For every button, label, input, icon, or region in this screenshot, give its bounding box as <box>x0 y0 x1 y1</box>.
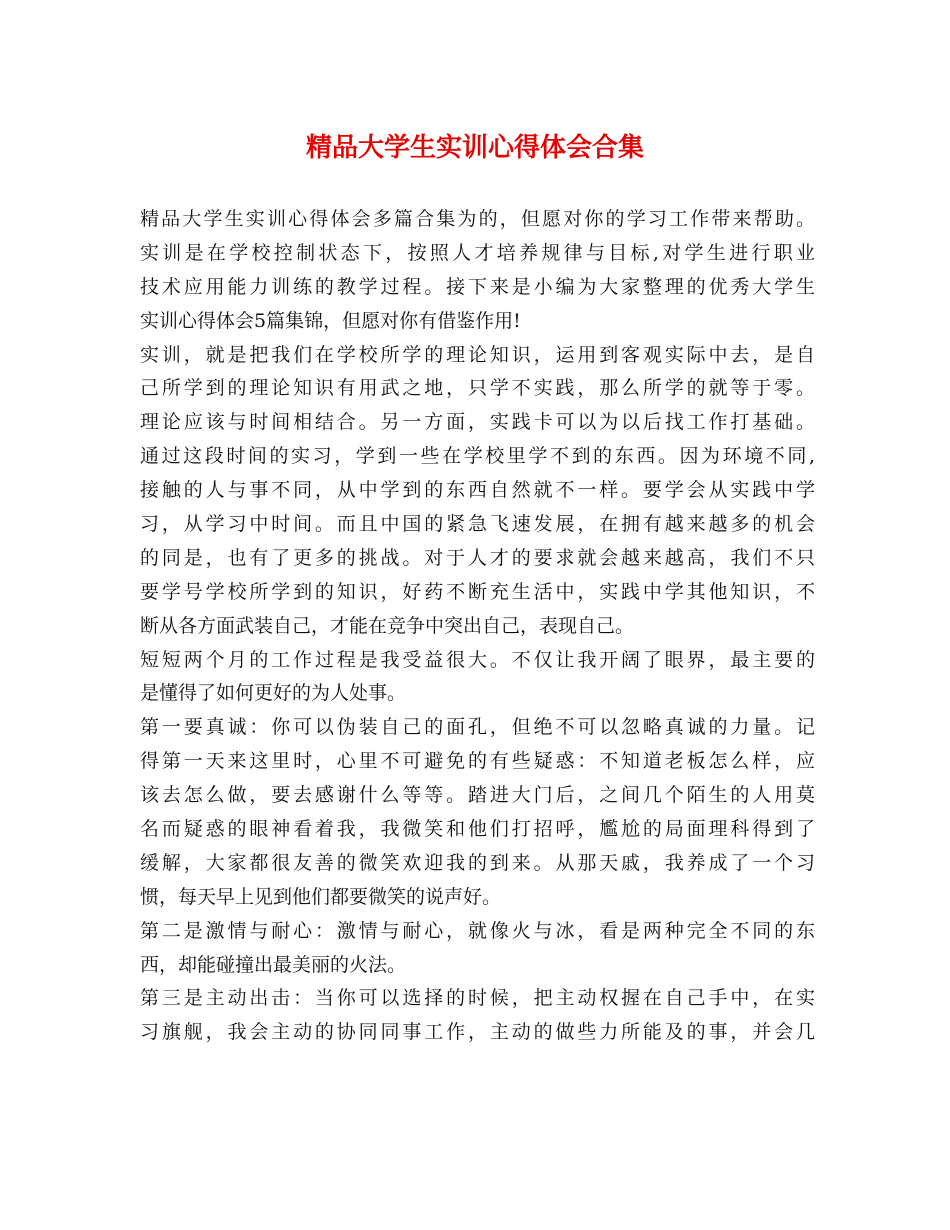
body-text-line: 通过这段时间的实习，学到一些在学校里学不到的东西。因为环境不同, <box>140 445 815 468</box>
body-text-line: 短短两个月的工作过程是我受益很大。不仅让我开阔了眼界，最主要的 <box>140 648 815 671</box>
body-text-line: 该去怎么做，要去感谢什么等等。踏进大门后，之间几个陌生的人用莫 <box>140 784 815 807</box>
body-text-line: 西，却能碰撞出最美丽的火法。 <box>140 953 407 976</box>
document-title: 精品大学生实训心得体会合集 <box>305 133 644 163</box>
body-text-line: 技术应用能力训练的教学过程。接下来是小编为大家整理的优秀大学生 <box>140 275 815 298</box>
body-text-line: 得第一天来这里时，心里不可避免的有些疑惑：不知道老板怎么样，应 <box>140 750 815 773</box>
body-text-line: 缓解，大家都很友善的微笑欢迎我的到来。从那天戚，我养成了一个习 <box>140 851 815 874</box>
body-text-line: 精品大学生实训心得体会多篇合集为的，但愿对你的学习工作带来帮助。 <box>140 208 815 230</box>
body-text-line: 理论应该与时间相结合。另一方面，实践卡可以为以后找工作打基础。 <box>140 411 815 434</box>
body-text-line: 第一要真诚：你可以伪装自己的面孔，但绝不可以忽略真诚的力量。记 <box>140 716 815 739</box>
body-text-line: 实训是在学校控制状态下，按照人才培养规律与目标,对学生进行职业 <box>140 241 815 264</box>
body-text-line: 己所学到的理论知识有用武之地，只学不实践，那么所学的就等于零。 <box>140 377 815 400</box>
body-text-line: 第三是主动出击：当你可以选择的时候，把主动权握在自己手中，在实 <box>140 987 815 1010</box>
body-text-line: 惯，每天早上见到他们都要微笑的说声好。 <box>140 885 502 908</box>
body-text-line: 实训心得体会5篇集锦，但愿对你有借鉴作用! <box>140 309 521 332</box>
body-text-line: 名而疑惑的眼神看着我，我微笑和他们打招呼，尷尬的局面理科得到了 <box>140 818 815 841</box>
body-text-line: 是懂得了如何更好的为人处事。 <box>140 682 407 705</box>
document-body <box>140 203 815 1050</box>
body-text-line: 习，从学习中时间。而且中国的紧急飞速发展，在拥有越来越多的机会 <box>140 513 815 536</box>
body-text-line: 实训，就是把我们在学校所学的理论知识，运用到客观实际中去，是自 <box>140 343 815 366</box>
body-text-line: 习旗舰，我会主动的协同同事工作，主动的做些力所能及的事，并会几 <box>140 1021 815 1044</box>
body-text-line: 断从各方面武装自己，才能在竞争中突出自己，表现自己。 <box>140 614 635 637</box>
body-text-line: 的同是，也有了更多的挑战。对于人才的要求就会越来越高，我们不只 <box>140 546 815 569</box>
body-text-line: 接触的人与事不同，从中学到的东西自然就不一样。要学会从实践中学 <box>140 479 815 502</box>
body-text-line: 第二是激情与耐心：激情与耐心，就像火与冰，看是两种完全不同的东 <box>140 919 815 942</box>
body-text-line: 要学号学校所学到的知识，好药不断充生活中，实践中学其他知识，不 <box>140 580 815 603</box>
